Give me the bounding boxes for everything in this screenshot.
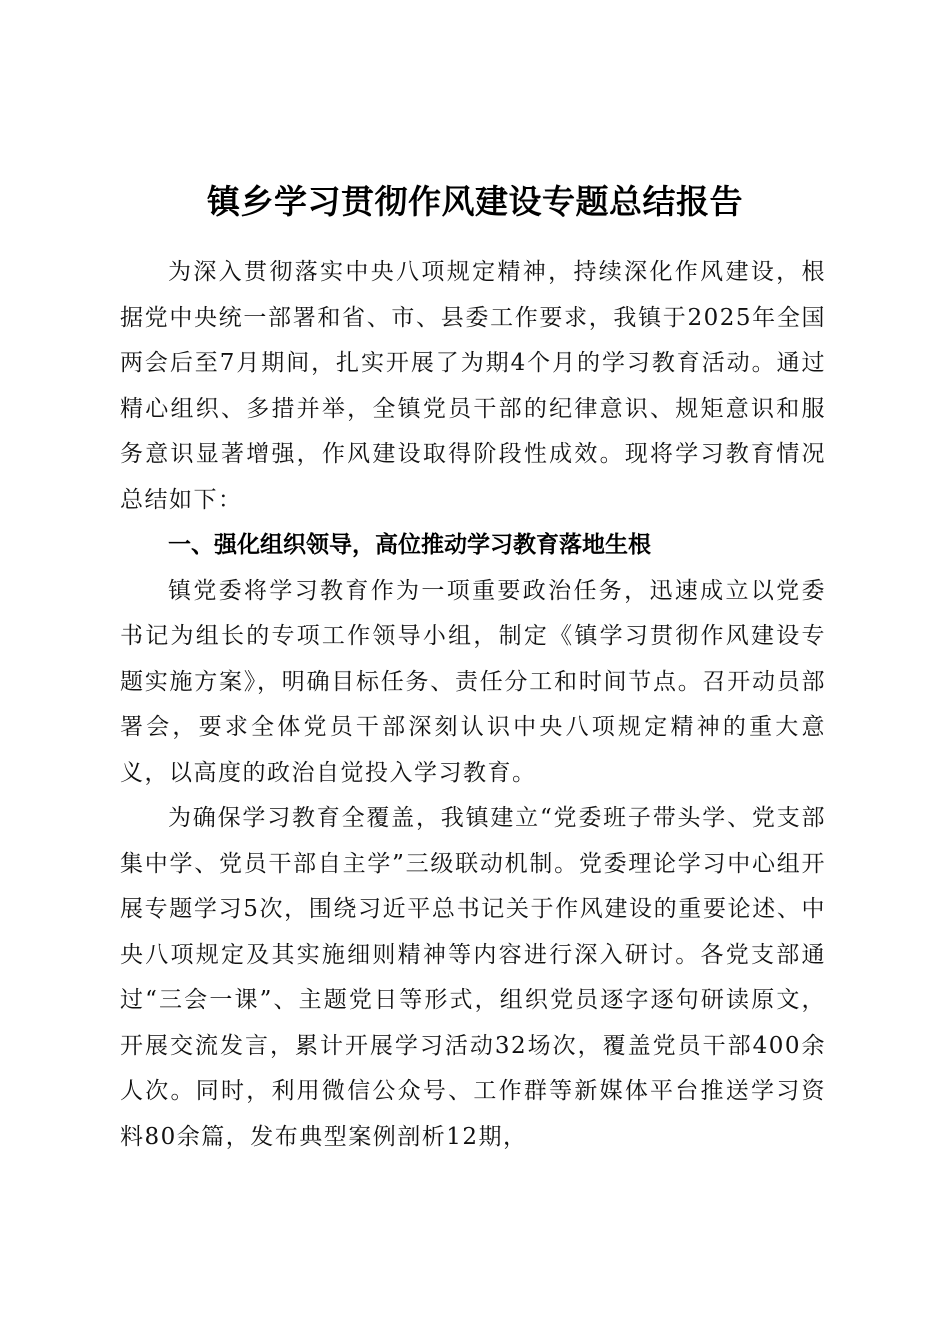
section-1-paragraph-2: 为确保学习教育全覆盖，我镇建立“党委班子带头学、党支部集中学、党员干部自主学”三级联动机制。党委理论学习中心组开展专题学习5次，围绕习近平总书记关于作风建设的重要论述、中央八项规定及其实施细则精神等内容进行深入研讨。各党支部通过“三会一课”、主题党日等形式，组织党员逐字逐句研读原文，开展交流发言，累计开展学习活动32场次，覆盖党员干部400余人次。同时，利用微信公众号、工作群等新媒体平台推送学习资料80余篇，发布典型案例剖析12期， — [120, 805, 826, 1150]
document-body — [120, 250, 826, 1160]
section-1-paragraph-1: 镇党委将学习教育作为一项重要政治任务，迅速成立以党委书记为组长的专项工作领导小组，制定《镇学习贯彻作风建设专题实施方案》，明确目标任务、责任分工和时间节点。召开动员部署会，要求全体党员干部深刻认识中央八项规定精神的重大意义，以高度的政治自觉投入学习教育。 — [120, 577, 826, 786]
document-title: 镇乡学习贯彻作风建设专题总结报告 — [207, 182, 743, 221]
section-heading-1: 一、强化组织领导，高位推动学习教育落地生根 — [168, 532, 651, 558]
intro-paragraph: 为深入贯彻落实中央八项规定精神，持续深化作风建设，根据党中央统一部署和省、市、县委工作要求，我镇于2025年全国两会后至7月期间，扎实开展了为期4个月的学习教育活动。通过精心组织、多措并举，全镇党员干部的纪律意识、规矩意识和服务意识显著增强，作风建设取得阶段性成效。现将学习教育情况总结如下： — [120, 259, 826, 513]
